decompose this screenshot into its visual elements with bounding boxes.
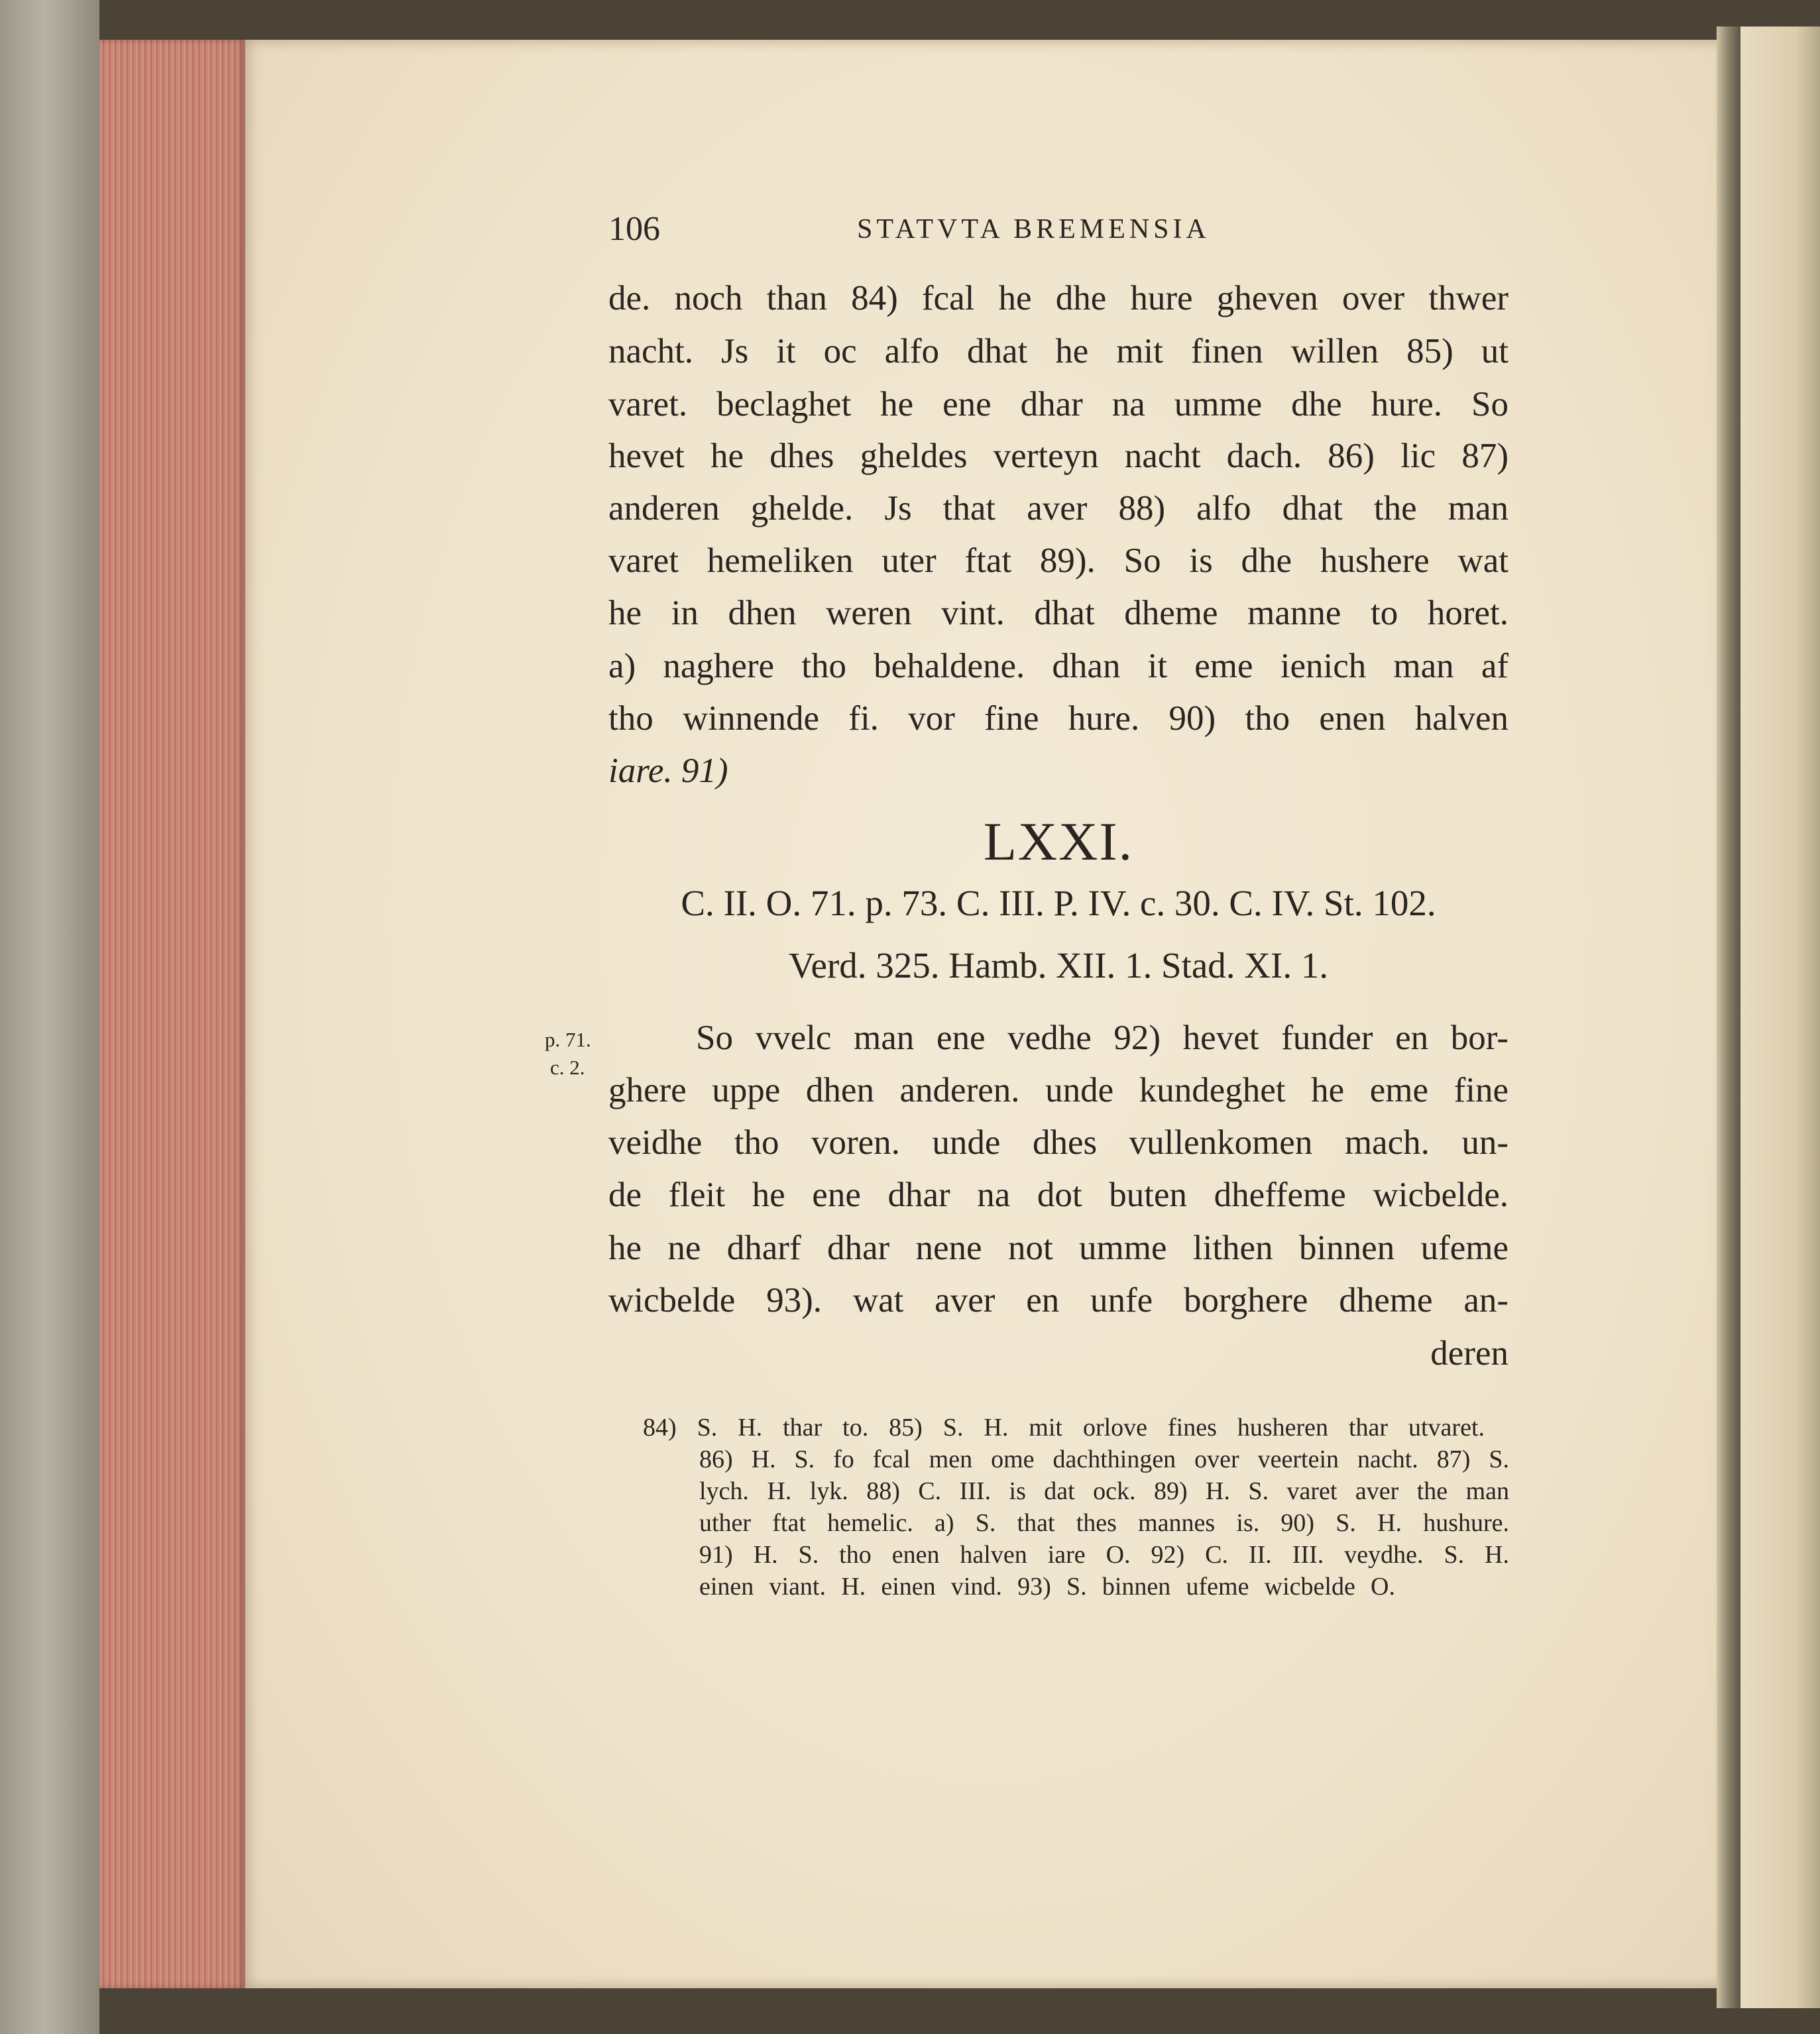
facing-page-edge (1740, 27, 1820, 2008)
footnote-line: einen viant. H. einen vind. 93) S. binnen ufeme wicbelde O. (699, 1573, 1395, 1601)
text-line: wicbelde 93). wat aver en unfe borghere dheme an- (608, 1281, 1508, 1320)
text-line-last: deren (1430, 1334, 1508, 1373)
section-title: LXXI. (983, 811, 1134, 872)
text-line: a) naghere tho behaldene. dhan it eme ienich man af (608, 647, 1508, 685)
footnote-line: lych. H. lyk. 88) C. III. is dat ock. 89) H. S. varet aver the man (699, 1477, 1509, 1505)
text-line: nacht. Js it oc alfo dhat he mit finen willen 85) ut (608, 332, 1508, 370)
text-line: de fleit he ene dhar na dot buten dheffeme wicbelde. (608, 1176, 1508, 1214)
page-header (608, 209, 1271, 249)
text-line: he ne dharf dhar nene not umme lithen binnen ufeme (608, 1229, 1508, 1267)
margin-note (545, 1026, 604, 1082)
text-line: hevet he dhes gheldes verteyn nacht dach. 86) lic 87) (608, 437, 1508, 475)
text-line: varet hemeliken uter ftat 89). So is dhe hushere wat (608, 541, 1508, 580)
text-line: veidhe tho voren. unde dhes vullenkomen mach. un- (608, 1123, 1508, 1162)
text-line: ghere uppe dhen anderen. unde kundeghet he eme fine (608, 1071, 1508, 1109)
text-line-last: iare. 91) (608, 752, 728, 790)
running-title: STATVTA BREMENSIA (857, 214, 1210, 245)
book-gutter (1717, 27, 1740, 2008)
margin-note-line: c. 2. (550, 1056, 585, 1079)
text-line: de. noch than 84) fcal he dhe hure gheven over thwer (608, 279, 1508, 317)
text-line: So vvelc man ene vedhe 92) hevet funder en bor- (696, 1019, 1508, 1057)
footnote-line: 91) H. S. tho enen halven iare O. 92) C. II. III. veydhe. S. H. (699, 1541, 1509, 1569)
text-line: varet. beclaghet he ene dhar na umme dhe hure. So (608, 385, 1508, 424)
footnote-line: 86) H. S. fo fcal men ome dachthingen over veertein nacht. 87) S. (699, 1445, 1509, 1473)
footnote-line: uther ftat hemelic. a) S. that thes mannes is. 90) S. H. hushure. (699, 1509, 1509, 1537)
page-fore-edge (99, 40, 245, 1988)
section-reference: Verd. 325. Hamb. XII. 1. Stad. XI. 1. (788, 945, 1329, 986)
book-cover-edge (0, 0, 99, 2034)
text-line: anderen ghelde. Js that aver 88) alfo dhat the man (608, 489, 1508, 528)
footnote-line: 84) S. H. thar to. 85) S. H. mit orlove fines husheren thar utvaret. (643, 1414, 1485, 1441)
margin-note-line: p. 71. (545, 1028, 591, 1051)
section-reference: C. II. O. 71. p. 73. C. III. P. IV. c. 30. C. IV. St. 102. (681, 883, 1436, 923)
page-number: 106 (608, 210, 660, 248)
text-line: he in dhen weren vint. dhat dheme manne to horet. (608, 594, 1508, 632)
text-line: tho winnende fi. vor fine hure. 90) tho enen halven (608, 699, 1508, 738)
